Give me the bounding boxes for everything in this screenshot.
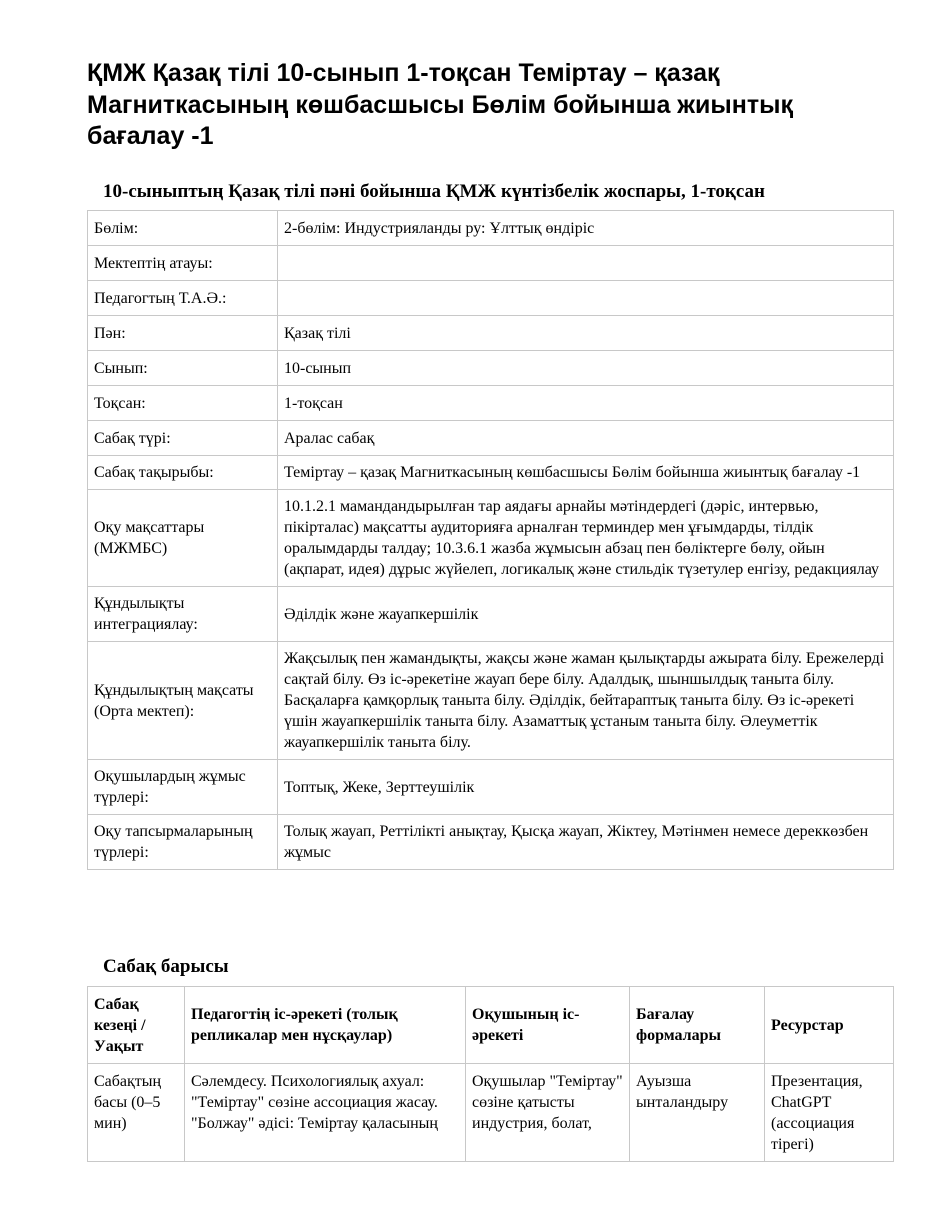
table-row — [88, 386, 894, 421]
table-row — [88, 642, 894, 760]
lesson-plan-table — [87, 210, 894, 870]
table-row — [88, 1064, 894, 1162]
row-label: Пән: — [88, 316, 278, 351]
row-value: 1-тоқсан — [278, 386, 894, 421]
lesson-progress-heading: Сабақ барысы — [103, 956, 229, 977]
table-row — [88, 246, 894, 281]
cell-assessment: Ауызша ынталандыру — [630, 1064, 765, 1162]
table-row — [88, 760, 894, 815]
table-header-row — [88, 987, 894, 1064]
row-value — [278, 281, 894, 316]
column-header-assessment: Бағалау формалары — [630, 987, 765, 1064]
row-value: 10.1.2.1 мамандандырылған тар аядағы арнайы мәтіндердегі (дәріс, интервью, пікірталас) мақсатты аудиторияға арналған терминдер мен ұғымдарды, тілдік оралымдарды талдау; 10.3.6.1 жазба жұмысын абзац пен бөліктерге бөлу, ойын (ақпарат, идея) дұрыс жүйелеп, логикалық және стильдік түзетулер енгізу, редакциялау — [278, 490, 894, 587]
row-value: Қазақ тілі — [278, 316, 894, 351]
column-header-stage: Сабақ кезеңі / Уақыт — [88, 987, 185, 1064]
plan-heading: 10-сыныптың Қазақ тілі пәні бойынша ҚМЖ күнтізбелік жоспары, 1-тоқсан — [103, 181, 765, 202]
row-label: Сынып: — [88, 351, 278, 386]
table-row — [88, 421, 894, 456]
row-label: Мектептің атауы: — [88, 246, 278, 281]
table-row — [88, 211, 894, 246]
row-value: Әділдік және жауапкершілік — [278, 587, 894, 642]
column-header-student-activity: Оқушының іс-әрекеті — [466, 987, 630, 1064]
cell-student-activity: Оқушылар "Теміртау" сөзіне қатысты индустрия, болат, — [466, 1064, 630, 1162]
row-label: Оқушылардың жұмыс түрлері: — [88, 760, 278, 815]
row-label: Құндылықтың мақсаты (Орта мектеп): — [88, 642, 278, 760]
column-header-teacher-activity: Педагогтің іс-әрекеті (толық репликалар мен нұсқаулар) — [185, 987, 466, 1064]
row-value: Теміртау – қазақ Магниткасының көшбасшысы Бөлім бойынша жиынтық бағалау -1 — [278, 456, 894, 490]
table-row — [88, 316, 894, 351]
row-label: Бөлім: — [88, 211, 278, 246]
row-label: Оқу тапсырмаларының түрлері: — [88, 815, 278, 870]
table-row — [88, 281, 894, 316]
cell-resources: Презентация, ChatGPT (ассоциация тірегі) — [765, 1064, 894, 1162]
cell-teacher-activity: Сәлемдесу. Психологиялық ахуал: "Теміртау" сөзіне ассоциация жасау. "Болжау" әдісі: Теміртау қаласының — [185, 1064, 466, 1162]
row-label: Оқу мақсаттары (МЖМБС) — [88, 490, 278, 587]
row-value — [278, 246, 894, 281]
table-row — [88, 815, 894, 870]
table-row — [88, 490, 894, 587]
row-value: 10-сынып — [278, 351, 894, 386]
table-row — [88, 587, 894, 642]
row-label: Сабақ тақырыбы: — [88, 456, 278, 490]
row-label: Тоқсан: — [88, 386, 278, 421]
table-row — [88, 456, 894, 490]
row-label: Педагогтың Т.А.Ә.: — [88, 281, 278, 316]
row-value: Аралас сабақ — [278, 421, 894, 456]
row-value: Жақсылық пен жамандықты, жақсы және жаман қылықтарды ажырата білу. Ережелерді сақтай білу. Өз іс-әрекетіне жауап бере білу. Адалдық, шыншылдық таныта білу. Басқаларға қамқорлық таныта білу. Әділдік, бейтараптық таныта білу. Өз іс-әрекеті үшін жауапкершілік таныта білу. Азаматтық ұстаным таныта білу. Әлеуметтік жауапкершілік таныта білу. — [278, 642, 894, 760]
row-label: Құндылықты интеграциялау: — [88, 587, 278, 642]
row-value: Толық жауап, Реттілікті анықтау, Қысқа жауап, Жіктеу, Мәтінмен немесе дереккөзбен жұмыс — [278, 815, 894, 870]
row-value: Топтық, Жеке, Зерттеушілік — [278, 760, 894, 815]
row-value: 2-бөлім: Индустрияланды ру: Ұлттық өндіріс — [278, 211, 894, 246]
document-title: ҚМЖ Қазақ тілі 10-сынып 1-тоқсан Теміртау – қазақ Магниткасының көшбасшысы Бөлім бойынша жиынтық бағалау -1 — [87, 59, 793, 150]
table-row — [88, 351, 894, 386]
row-label: Сабақ түрі: — [88, 421, 278, 456]
lesson-progress-table — [87, 986, 894, 1162]
column-header-resources: Ресурстар — [765, 987, 894, 1064]
cell-stage: Сабақтың басы (0–5 мин) — [88, 1064, 185, 1162]
